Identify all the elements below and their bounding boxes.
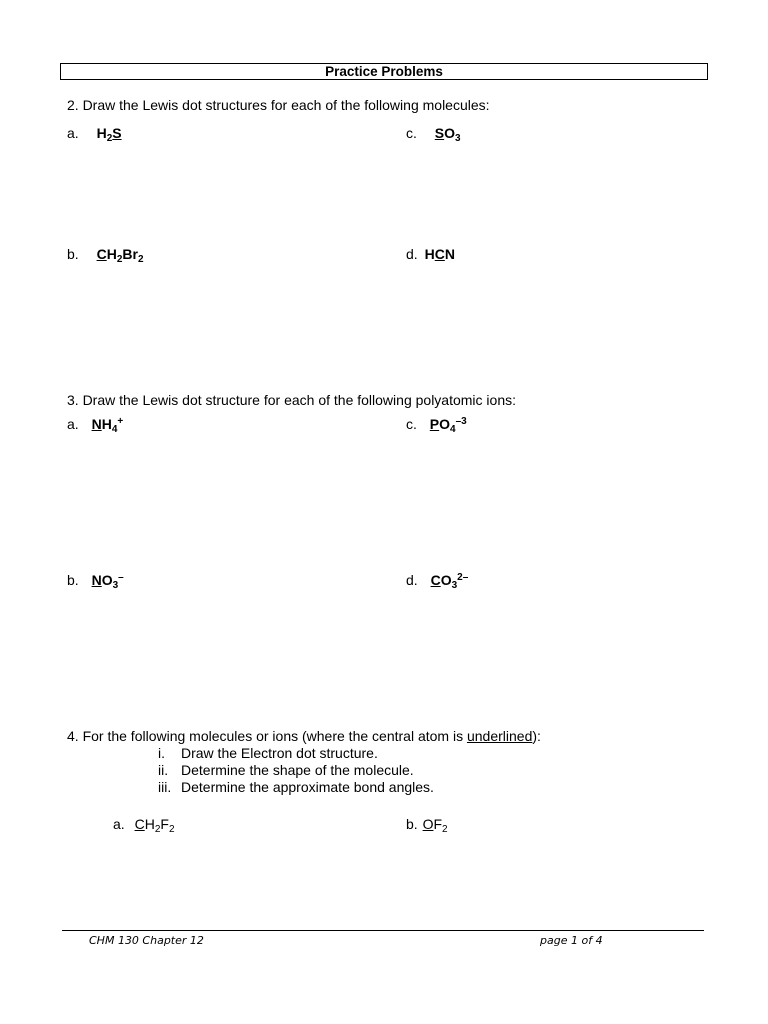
item-label: a. <box>67 125 79 141</box>
atom: O <box>101 572 113 588</box>
step-text: Draw the Electron dot structure. <box>181 745 378 761</box>
q4-prompt-after: ): <box>532 728 541 744</box>
formula <box>429 416 467 435</box>
q4-item-a <box>113 816 175 835</box>
formula <box>425 246 455 262</box>
q2-item-a <box>67 125 122 144</box>
subscript: 3 <box>112 580 119 591</box>
formula <box>96 246 144 265</box>
question-2-prompt: 2. Draw the Lewis dot structures for each of the following molecules: <box>67 97 490 113</box>
subscript: 2 <box>154 824 161 835</box>
step-number: ii. <box>158 762 169 778</box>
formula <box>91 416 124 435</box>
central-atom: P <box>429 416 440 432</box>
formula <box>422 816 448 835</box>
q2-item-c <box>406 125 461 144</box>
q4-step-2 <box>158 762 414 778</box>
atom: N <box>444 246 455 262</box>
central-atom: O <box>422 816 434 832</box>
footer-course: CHM 130 Chapter 12 <box>89 934 204 947</box>
superscript: – <box>118 572 124 583</box>
atom: H <box>106 246 117 262</box>
atom: O <box>439 416 451 432</box>
formula <box>430 572 469 591</box>
atom: F <box>160 816 169 832</box>
superscript: 2– <box>457 572 469 583</box>
item-label: d. <box>406 246 418 262</box>
central-atom: C <box>430 572 441 588</box>
subscript: 4 <box>450 424 456 435</box>
atom: H <box>101 416 112 432</box>
central-atom: C <box>134 816 145 832</box>
item-label: b. <box>67 246 79 262</box>
superscript: + <box>117 416 124 427</box>
question-4-prompt <box>67 728 541 744</box>
subscript: 2 <box>168 824 175 835</box>
q4-step-1 <box>158 745 378 761</box>
item-label: d. <box>406 572 418 588</box>
subscript: 2 <box>442 824 448 835</box>
subscript: 3 <box>455 133 461 144</box>
atom: Br <box>122 246 138 262</box>
item-label: b. <box>67 572 79 588</box>
q3-item-c <box>406 416 467 435</box>
formula <box>434 125 461 144</box>
item-label: a. <box>113 816 125 832</box>
central-atom: N <box>91 572 102 588</box>
subscript: 2 <box>106 133 113 144</box>
atom: O <box>444 125 456 141</box>
page-title: Practice Problems <box>60 63 708 80</box>
subscript: 2 <box>116 254 123 265</box>
q4-step-3 <box>158 779 434 795</box>
subscript: 2 <box>137 254 144 265</box>
q4-prompt-before: 4. For the following molecules or ions (where the central atom is <box>67 728 467 744</box>
atom: F <box>433 816 443 832</box>
subscript: 3 <box>451 580 458 591</box>
step-text: Determine the approximate bond angles. <box>181 779 434 795</box>
central-atom: S <box>434 125 445 141</box>
atom: O <box>440 572 452 588</box>
q2-item-d <box>406 246 455 262</box>
atom: H <box>96 125 107 141</box>
question-3-prompt: 3. Draw the Lewis dot structure for each of the following polyatomic ions: <box>67 392 516 408</box>
central-atom: C <box>96 246 107 262</box>
superscript: –3 <box>455 416 467 427</box>
q4-prompt-underlined: underlined <box>466 728 533 744</box>
step-text: Determine the shape of the molecule. <box>181 762 414 778</box>
formula <box>91 572 124 591</box>
footer-page-number: page 1 of 4 <box>540 934 603 947</box>
atom: H <box>424 246 435 262</box>
formula <box>96 125 122 144</box>
q3-item-a <box>67 416 124 435</box>
atom: H <box>144 816 155 832</box>
item-label: a. <box>67 416 79 432</box>
item-label: c. <box>406 125 417 141</box>
item-label: b. <box>406 816 418 832</box>
footer-divider <box>62 930 704 931</box>
central-atom: N <box>91 416 102 432</box>
q3-item-b <box>67 572 124 591</box>
q4-item-b <box>406 816 448 835</box>
step-number: iii. <box>158 779 172 795</box>
q2-item-b <box>67 246 144 265</box>
formula <box>134 816 175 835</box>
q3-item-d <box>406 572 469 591</box>
item-label: c. <box>406 416 417 432</box>
central-atom: S <box>112 125 122 141</box>
central-atom: C <box>434 246 445 262</box>
step-number: i. <box>158 745 165 761</box>
subscript: 4 <box>111 424 118 435</box>
